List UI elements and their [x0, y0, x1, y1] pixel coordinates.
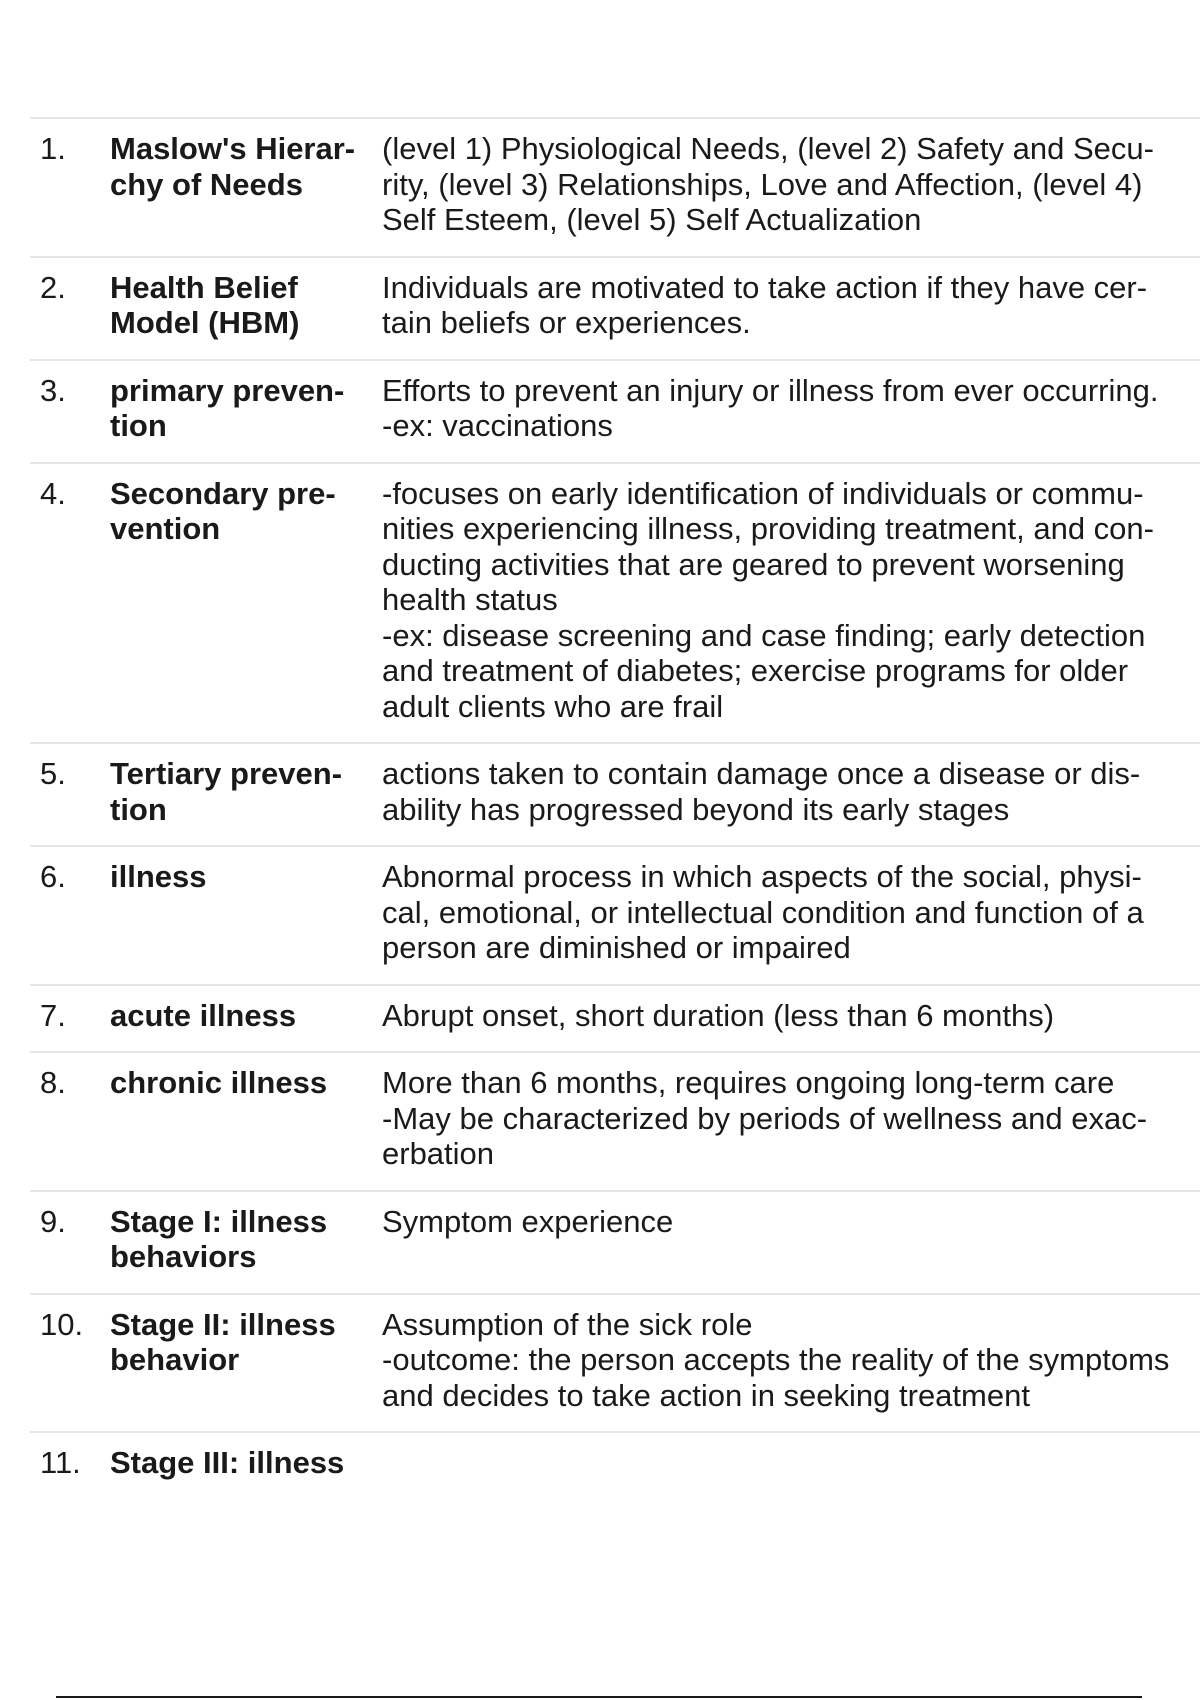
definition-line: and treatment of diabetes; exercise programs for older [382, 653, 1129, 688]
entry-definition [382, 373, 1200, 444]
term-line: chy of Needs [110, 166, 303, 202]
definition-line: tain beliefs or experiences. [382, 305, 751, 340]
entry-definition [382, 1065, 1200, 1172]
footer-rule [56, 1696, 1142, 1698]
definition-line: -ex: vaccinations [382, 408, 613, 443]
definition-line: Abrupt onset, short duration (less than 6 months) [382, 997, 1055, 1033]
definition-line: -May be characterized by periods of wellness and exac- [382, 1100, 1148, 1136]
term-line: acute illness [110, 997, 297, 1033]
glossary-row [30, 845, 1200, 984]
definition-line: -focuses on early identification of individuals or commu- [382, 475, 1144, 511]
term-line: behavior [110, 1342, 240, 1377]
entry-definition [382, 131, 1200, 238]
glossary-row [30, 462, 1200, 743]
glossary-row [30, 117, 1200, 256]
entry-definition [382, 756, 1200, 827]
entry-number: 10. [40, 1306, 84, 1342]
term-line: illness [110, 859, 207, 894]
term-line: Secondary pre- [110, 475, 336, 511]
entry-term [110, 1445, 382, 1481]
entry-number: 4. [40, 475, 66, 511]
term-line: Tertiary preven- [110, 756, 343, 791]
glossary-row [30, 984, 1200, 1052]
definition-line: -outcome: the person accepts the reality of the symptoms [382, 1342, 1170, 1377]
entry-number: 9. [40, 1203, 66, 1239]
glossary-row [30, 1190, 1200, 1293]
glossary-row [30, 742, 1200, 845]
glossary-row [30, 256, 1200, 359]
definition-line: cal, emotional, or intellectual condition and function of a [382, 894, 1144, 930]
definition-line: Symptom experience [382, 1203, 674, 1239]
entry-term [110, 1065, 382, 1101]
definition-line: Self Esteem, (level 5) Self Actualization [382, 202, 922, 237]
term-line: tion [110, 791, 167, 827]
definition-line: More than 6 months, requires ongoing long-term care [382, 1065, 1115, 1100]
term-line: Stage I: illness [110, 1203, 328, 1239]
glossary-row [30, 1431, 1200, 1499]
term-line: Model (HBM) [110, 305, 300, 340]
term-line: tion [110, 408, 167, 443]
entry-term [110, 859, 382, 895]
term-line: behaviors [110, 1239, 257, 1274]
definition-line: ducting activities that are geared to prevent worsening [382, 546, 1125, 582]
definition-line: Abnormal process in which aspects of the social, physi- [382, 859, 1142, 894]
definition-line: rity, (level 3) Relationships, Love and Affection, (level 4) [382, 166, 1143, 202]
entry-definition [382, 1307, 1200, 1414]
entry-definition [382, 1204, 1200, 1240]
entry-number: 1. [40, 131, 66, 166]
term-line: Stage III: illness [110, 1445, 345, 1480]
definition-line: nities experiencing illness, providing treatment, and con- [382, 511, 1154, 546]
entry-term [110, 998, 382, 1034]
definition-line: (level 1) Physiological Needs, (level 2) Safety and Secu- [382, 131, 1154, 166]
entry-term [110, 373, 382, 444]
entry-term [110, 131, 382, 202]
entry-number: 5. [40, 756, 66, 791]
definition-line: health status [382, 582, 558, 617]
definition-line: and decides to take action in seeking treatment [382, 1377, 1030, 1413]
entry-term [110, 1204, 382, 1275]
glossary-row [30, 359, 1200, 462]
definition-line: Individuals are motivated to take action if they have cer- [382, 269, 1148, 305]
glossary-row [30, 1293, 1200, 1432]
glossary-table [30, 117, 1200, 1499]
definition-line: Assumption of the sick role [382, 1306, 753, 1342]
entry-term [110, 1307, 382, 1378]
entry-number: 2. [40, 269, 66, 305]
entry-definition [382, 476, 1200, 725]
term-line: vention [110, 511, 221, 546]
term-line: chronic illness [110, 1065, 328, 1100]
entry-number: 7. [40, 997, 66, 1033]
definition-line: -ex: disease screening and case finding; early detection [382, 617, 1146, 653]
entry-term [110, 476, 382, 547]
definition-line: erbation [382, 1136, 495, 1171]
entry-definition [382, 270, 1200, 341]
entry-definition [382, 998, 1200, 1034]
definition-line: ability has progressed beyond its early stages [382, 791, 1010, 827]
definition-line: adult clients who are frail [382, 688, 724, 724]
entry-number: 6. [40, 859, 66, 894]
entry-number: 3. [40, 372, 66, 408]
term-line: Maslow's Hierar- [110, 131, 356, 166]
definition-line: actions taken to contain damage once a disease or dis- [382, 756, 1141, 791]
definition-line: Efforts to prevent an injury or illness from ever occurring. [382, 372, 1159, 408]
entry-term [110, 270, 382, 341]
entry-number: 8. [40, 1065, 66, 1100]
definition-line: person are diminished or impaired [382, 930, 851, 965]
term-line: Health Belief [110, 269, 298, 305]
entry-number: 11. [40, 1445, 81, 1480]
term-line: primary preven- [110, 372, 345, 408]
entry-term [110, 756, 382, 827]
term-line: Stage II: illness [110, 1306, 336, 1342]
entry-definition [382, 859, 1200, 966]
glossary-row [30, 1051, 1200, 1190]
